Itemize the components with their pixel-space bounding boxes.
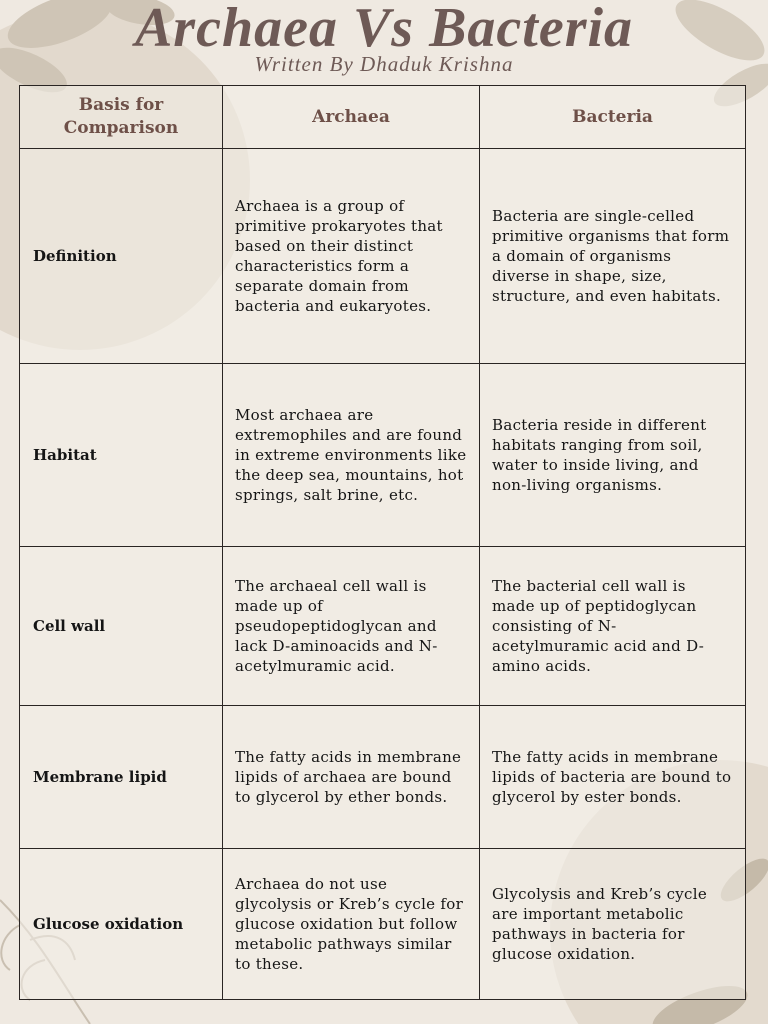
row-basis: Glucose oxidation xyxy=(20,849,223,1000)
bacteria-cell: The bacterial cell wall is made up of peptidoglycan consisting of N-acetylmuramic acid and D-amino acids. xyxy=(480,547,746,706)
bacteria-cell: Glycolysis and Kreb’s cycle are important metabolic pathways in bacteria for glucose oxidation. xyxy=(480,849,746,1000)
archaea-cell: The archaeal cell wall is made up of pseudopeptidoglycan and lack D-aminoacids and N-acetylmuramic acid. xyxy=(223,547,480,706)
archaea-cell: Most archaea are extremophiles and are found in extreme environments like the deep sea, mountains, hot springs, salt brine, etc. xyxy=(223,364,480,547)
table-header-row xyxy=(20,86,746,149)
archaea-cell: The fatty acids in membrane lipids of archaea are bound to glycerol by ether bonds. xyxy=(223,706,480,849)
header-basis: Basis for Comparison xyxy=(20,86,223,149)
table-row xyxy=(20,547,746,706)
table-row xyxy=(20,364,746,547)
table-row xyxy=(20,149,746,364)
row-basis: Cell wall xyxy=(20,547,223,706)
header-bacteria: Bacteria xyxy=(480,86,746,149)
comparison-table xyxy=(19,85,746,1000)
page-title: Archaea Vs Bacteria xyxy=(134,0,634,59)
table-row xyxy=(20,706,746,849)
archaea-cell: Archaea do not use glycolysis or Kreb’s cycle for glucose oxidation but follow metabolic pathways similar to these. xyxy=(223,849,480,1000)
row-basis: Definition xyxy=(20,149,223,364)
row-basis: Membrane lipid xyxy=(20,706,223,849)
bacteria-cell: Bacteria reside in different habitats ranging from soil, water to inside living, and non-living organisms. xyxy=(480,364,746,547)
bacteria-cell: The fatty acids in membrane lipids of bacteria are bound to glycerol by ester bonds. xyxy=(480,706,746,849)
archaea-cell: Archaea is a group of primitive prokaryotes that based on their distinct characteristics form a separate domain from bacteria and eukaryotes. xyxy=(223,149,480,364)
author-byline: Written By Dhaduk Krishna xyxy=(254,52,514,76)
table-row xyxy=(20,849,746,1000)
row-basis: Habitat xyxy=(20,364,223,547)
header-archaea: Archaea xyxy=(223,86,480,149)
bacteria-cell: Bacteria are single-celled primitive organisms that form a domain of organisms diverse in shape, size, structure, and even habitats. xyxy=(480,149,746,364)
